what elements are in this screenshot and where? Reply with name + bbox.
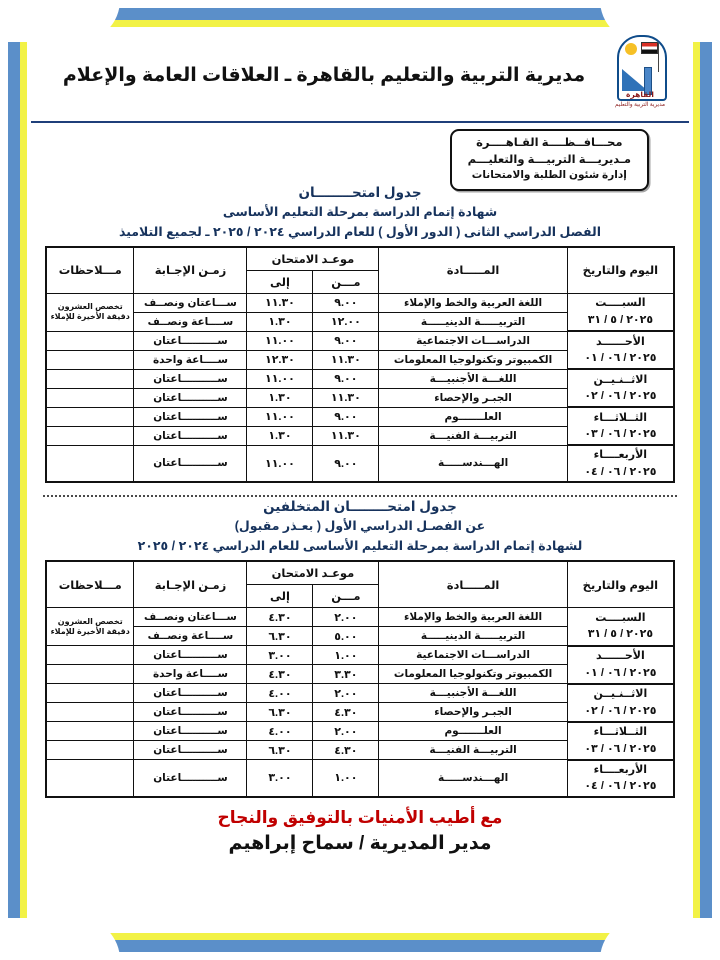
cell-time-to: ٤.٠٠ [247,684,313,703]
cell-subject: اللغـــة الأجنبيـــة [379,684,567,703]
cell-day-date [567,293,674,331]
header-divider [31,121,689,123]
th-from: مـــن [313,585,379,608]
page-title: مديرية التربية والتعليم بالقاهرة ـ العلاقات العامة والإعلام [62,65,586,87]
cell-duration: ســــــــــاعتان [134,369,247,388]
cell-day-date [567,445,674,482]
cell-time-to: ١١.٣٠ [247,293,313,312]
cell-time-to: ٤.٣٠ [247,608,313,627]
day-name: السبــــت [595,611,646,624]
stamp-line-department: إدارة شئون الطلبة والامتحانات [471,169,627,182]
cell-time-from: ٥.٠٠ [313,627,379,646]
cell-note [46,407,134,426]
cell-subject: العلـــــــوم [379,722,567,741]
cell-time-to: ١.٣٠ [247,426,313,445]
cell-time-from: ١.٠٠ [313,760,379,797]
date-value: ٢٠٢٥ / ٠٦ / ٠٤ [584,780,657,793]
cell-time-from: ٢.٠٠ [313,608,379,627]
day-name: السبــــت [595,297,646,310]
cell-note [46,703,134,722]
cairo-directorate-logo-icon [611,33,669,119]
cell-time-to: ١.٣٠ [247,388,313,407]
cell-subject: الجبـر والإحصاء [379,388,567,407]
day-name: الاثــنـيــن [593,373,648,386]
table-row [46,407,674,426]
cell-time-to: ١١.٠٠ [247,331,313,350]
cell-duration: ســــــــــاعتان [134,646,247,665]
th-notes: مـــلاحظات [46,561,134,608]
cell-duration: ســــــــــاعتان [134,722,247,741]
cell-subject: الهـــندســـــة [379,760,567,797]
date-value: ٢٠٢٥ / ٠٦ / ٠١ [584,352,657,365]
cell-subject: الكمبيوتر وتكنولوجيا المعلومات [379,350,567,369]
cell-time-from: ١١.٣٠ [313,426,379,445]
cell-time-to: ٦.٣٠ [247,627,313,646]
section2-title-line3: لشهادة إتمام الدراسة بمرحلة التعليم الأساسى للعام الدراسي ٢٠٢٤ / ٢٠٢٥ [137,539,583,554]
cell-duration: ســــــــــاعتان [134,407,247,426]
th-duration: زمـن الإجـابة [134,247,247,294]
cell-time-from: ٩.٠٠ [313,331,379,350]
cell-note: تخصص العشرون دقيقة الأخيرة للإملاء [46,293,134,331]
cell-note [46,760,134,797]
cell-time-to: ١٢.٣٠ [247,350,313,369]
date-value: ٢٠٢٥ / ٥ / ٣١ [587,628,654,641]
date-value: ٢٠٢٥ / ٠٦ / ٠٢ [584,704,657,717]
table1-body [46,293,674,482]
cell-time-to: ٦.٣٠ [247,703,313,722]
cell-day-date [567,722,674,760]
cell-subject: الهـــندســـــة [379,445,567,482]
date-value: ٢٠٢٥ / ٠٦ / ٠٢ [584,390,657,403]
cell-subject: التربيـــة الفنيـــة [379,426,567,445]
stamp-area [27,127,693,191]
cell-day-date [567,331,674,369]
cell-time-from: ٢.٠٠ [313,722,379,741]
cell-note [46,741,134,760]
table-row [46,646,674,665]
sun-icon [625,43,637,55]
cell-note [46,331,134,350]
date-value: ٢٠٢٥ / ٠٦ / ٠٣ [584,428,657,441]
th-to: إلى [247,270,313,293]
section1-title-line1: جدول امتحــــــــان [298,184,422,200]
cell-note [46,369,134,388]
th-date: اليوم والتاريخ [567,561,674,608]
th-subject: المـــــادة [379,247,567,294]
cell-time-from: ٤.٣٠ [313,741,379,760]
cell-time-from: ٣.٣٠ [313,665,379,684]
th-from: مـــن [313,270,379,293]
section2-titles [27,499,693,553]
day-name: الأحــــــد [595,650,645,663]
cell-duration: ســــــــــاعتان [134,703,247,722]
logo-subtitle-text: مديرية التربية والتعليم [614,102,666,108]
section1-table-wrap [27,246,693,484]
section2-table-wrap [27,560,693,798]
day-name: الاثــنـيــن [593,688,648,701]
cell-note [46,350,134,369]
section1-titles [27,185,693,239]
cell-note [46,445,134,482]
cell-subject: اللغة العربية والخط والإملاء [379,293,567,312]
cell-subject: الدراســـات الاجتماعية [379,331,567,350]
day-name: الأربعــــاء [593,763,648,776]
footer-wishes: مع أطيب الأمنيات بالتوفيق والنجاح [217,807,503,827]
cell-time-to: ٦.٣٠ [247,741,313,760]
cell-duration: ســـاعتان ونصــف [134,608,247,627]
table1-header [46,247,674,294]
cell-note [46,665,134,684]
cell-subject: الدراســـات الاجتماعية [379,646,567,665]
th-duration: زمـن الإجـابة [134,561,247,608]
cell-time-to: ١.٣٠ [247,312,313,331]
section1-title-line3: الفصل الدراسي الثانى ( الدور الأول ) للعام الدراسي ٢٠٢٤ / ٢٠٢٥ ـ لجميع التلاميذ [118,224,601,239]
cell-duration: ســــــــــاعتان [134,331,247,350]
cell-duration: ســـاعتان ونصــف [134,293,247,312]
table2-header [46,561,674,608]
cell-duration: ســــاعة ونصــف [134,312,247,331]
cell-subject: الجبـر والإحصاء [379,703,567,722]
cell-time-to: ١١.٠٠ [247,369,313,388]
page-content [27,27,693,933]
cell-duration: ســــــــــاعتان [134,445,247,482]
cell-note: تخصص العشرون دقيقة الأخيرة للإملاء [46,608,134,646]
cell-time-to: ٣.٠٠ [247,646,313,665]
cell-time-from: ١٢.٠٠ [313,312,379,331]
cell-time-to: ٤.٣٠ [247,665,313,684]
table-row [46,684,674,703]
table-row [46,722,674,741]
table-row [46,369,674,388]
date-value: ٢٠٢٥ / ٠٦ / ٠٤ [584,465,657,478]
stamp-line-governorate: محـــافــظــــة القـاهــــرة [476,137,623,149]
date-value: ٢٠٢٥ / ٥ / ٣١ [587,313,654,326]
th-exam-time: موعـد الامتحان [247,247,379,271]
cell-time-from: ١١.٣٠ [313,388,379,407]
th-date: اليوم والتاريخ [567,247,674,294]
section-divider [43,495,677,497]
cell-note [46,722,134,741]
day-name: الثــلاثـــاء [593,726,648,739]
cell-time-from: ١١.٣٠ [313,350,379,369]
cell-time-to: ١١.٠٠ [247,407,313,426]
document-header [27,27,693,121]
cell-time-from: ٩.٠٠ [313,407,379,426]
cell-day-date [567,407,674,445]
cell-time-to: ١١.٠٠ [247,445,313,482]
date-value: ٢٠٢٥ / ٠٦ / ٠٣ [584,742,657,755]
cell-note [46,684,134,703]
day-name: الثــلاثـــاء [593,411,648,424]
cell-time-to: ٣.٠٠ [247,760,313,797]
th-notes: مـــلاحظات [46,247,134,294]
cell-duration: ســــاعة واحدة [134,350,247,369]
cell-duration: ســــــــــاعتان [134,684,247,703]
official-stamp-box [450,129,649,191]
cell-subject: العلـــــــوم [379,407,567,426]
stamp-line-directorate: مـديريـــة التربيـــة والتعليـــم [467,153,631,166]
cell-duration: ســــــــــاعتان [134,388,247,407]
cell-day-date [567,369,674,407]
th-exam-time: موعـد الامتحان [247,561,379,585]
cell-subject: التربيـــة الفنيـــة [379,741,567,760]
th-to: إلى [247,585,313,608]
date-value: ٢٠٢٥ / ٠٦ / ٠١ [584,666,657,679]
cell-time-from: ٩.٠٠ [313,445,379,482]
egypt-flag-icon [641,42,658,54]
section2-title-line1: جدول امتحــــــــان المتخلفين [263,499,457,515]
cell-day-date [567,760,674,797]
cell-duration: ســــاعة ونصــف [134,627,247,646]
cell-duration: ســــــــــاعتان [134,760,247,797]
table-row [46,331,674,350]
cell-duration: ســــاعة واحدة [134,665,247,684]
cell-note [46,426,134,445]
exam-schedule-table-2 [45,560,675,798]
cell-subject: الكمبيوتر وتكنولوجيا المعلومات [379,665,567,684]
cell-note [46,388,134,407]
cell-time-from: ٤.٣٠ [313,703,379,722]
cell-day-date [567,608,674,646]
cell-time-to: ٤.٠٠ [247,722,313,741]
table2-body [46,608,674,797]
logo-name-text: القاهرة [626,90,654,99]
cell-subject: اللغة العربية والخط والإملاء [379,608,567,627]
cell-subject: اللغـــة الأجنبيـــة [379,369,567,388]
section1-title-line2: شهادة إتمام الدراسة بمرحلة التعليم الأساسى [222,204,498,219]
cell-note [46,646,134,665]
cell-subject: التربيـــــة الدينيـــــة [379,312,567,331]
cell-time-from: ٩.٠٠ [313,293,379,312]
cell-duration: ســــــــــاعتان [134,741,247,760]
cell-time-from: ٩.٠٠ [313,369,379,388]
table-row [46,293,674,312]
footer-signature: مدير المديرية / سماح إبراهيم [228,832,492,854]
th-subject: المـــــادة [379,561,567,608]
document-footer [27,808,693,855]
table-row [46,760,674,797]
cell-time-from: ١.٠٠ [313,646,379,665]
section2-title-line2: عن الفصـل الدراسي الأول ( بعـذر مقبول) [234,519,486,534]
exam-schedule-table-1 [45,246,675,484]
cell-day-date [567,684,674,722]
day-name: الأحــــــد [595,335,645,348]
cell-time-from: ٢.٠٠ [313,684,379,703]
cell-subject: التربيـــــة الدينيـــــة [379,627,567,646]
table-row [46,445,674,482]
table-row [46,608,674,627]
cell-day-date [567,646,674,684]
day-name: الأربعــــاء [593,449,648,462]
cell-duration: ســــــــــاعتان [134,426,247,445]
